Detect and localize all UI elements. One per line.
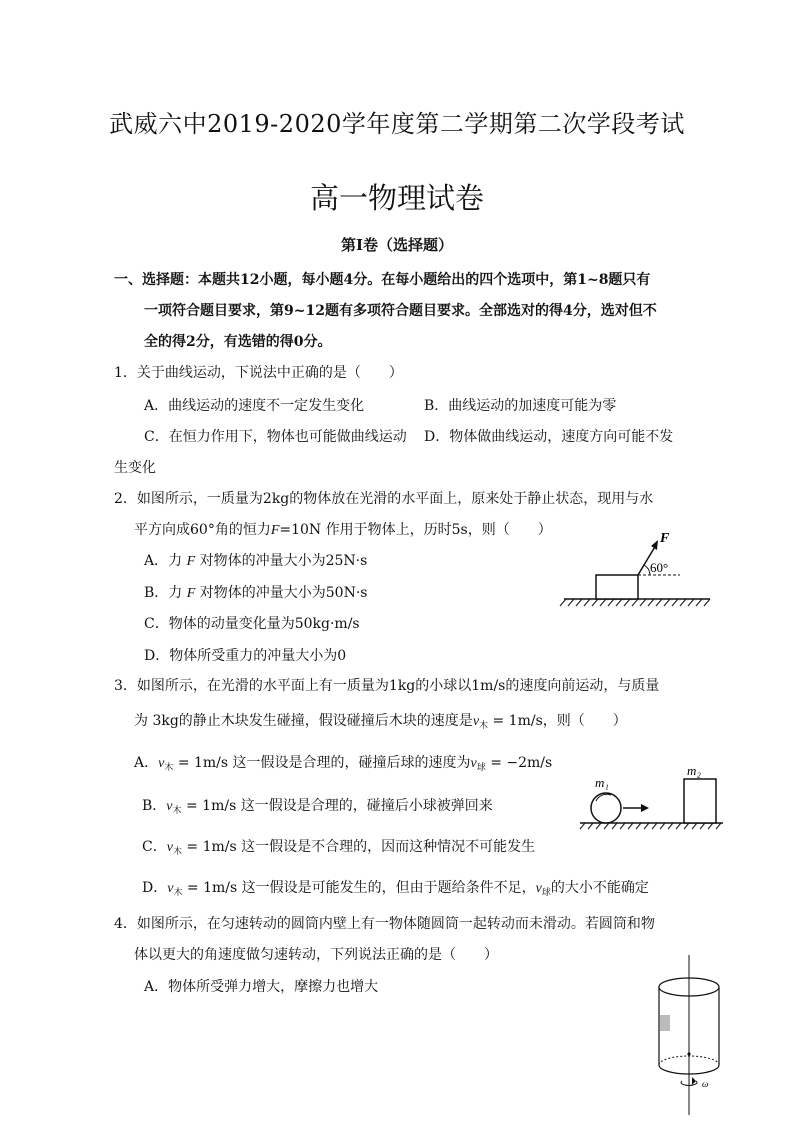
- section-instructions-line2: 一项符合题目要求，第9~12题有多项符合题目要求。全部选对的得4分，选对但不: [144, 303, 657, 319]
- q1-option-d-cont: 生变化: [114, 460, 156, 476]
- q4-object: [660, 1015, 670, 1031]
- q3-ball: [591, 793, 621, 823]
- q3-stem-line1: 3．如图所示，在光滑的水平面上有一质量为1kg的小球以1m/s的速度向前运动，与质量: [114, 678, 660, 694]
- q3-block: [684, 779, 716, 823]
- section-instructions-line3: 全的得2分，有选错的得0分。: [144, 334, 332, 350]
- q3-stem-line2: 为 3kg的静止木块发生碰撞，假设碰撞后木块的速度是$v_木 = 1m/s$，则（ ）: [134, 713, 627, 731]
- q2-figure: [560, 528, 715, 608]
- q2-stem-line2: 平方向成60°角的恒力F=10N 作用于物体上，历时5s，则（ ）: [134, 522, 552, 538]
- q2-block: [596, 575, 638, 599]
- q3-option-d: D．$v_木 = 1m/s$ 这一假设是可能发生的，但由于题给条件不足，$v_球$的大小不能确定: [142, 880, 649, 898]
- q1-option-d: D．物体做曲线运动，速度方向可能不发: [424, 429, 674, 445]
- q3-m1-label: m₁: [595, 775, 609, 790]
- q4-omega-label: ω: [702, 1079, 709, 1089]
- q2-option-d: D．物体所受重力的冲量大小为0: [144, 648, 347, 664]
- q1-option-a: A．曲线运动的速度不一定发生变化: [144, 398, 365, 414]
- q4-figure: [640, 955, 740, 1120]
- q4-stem-line2: 体以更大的角速度做匀速转动，下列说法正确的是（ ）: [134, 947, 498, 963]
- exam-title: 武威六中2019-2020学年度第二学期第二次学段考试: [109, 110, 685, 138]
- q1-stem: 1．关于曲线运动，下说法中正确的是（ ）: [114, 365, 403, 381]
- q1-option-b: B．曲线运动的加速度可能为零: [424, 398, 617, 414]
- subject-title: 高一物理试卷: [309, 181, 484, 215]
- q3-option-a: A．$v_木 = 1m/s$ 这一假设是合理的，碰撞后球的速度为$v_球 = -2m/s$: [134, 755, 553, 773]
- section-instructions-line1: 一、选择题：本题共12小题，每小题4分。在每小题给出的四个选项中，第1~8题只有: [114, 272, 651, 288]
- q4-stem-line1: 4．如图所示，在匀速转动的圆筒内壁上有一物体随圆筒一起转动而未滑动。若圆筒和物: [114, 916, 655, 932]
- q2-option-a: A．力 F 对物体的冲量大小为25N·s: [144, 553, 368, 569]
- q2-stem-line1: 2．如图所示，一质量为2kg的物体放在光滑的水平面上，原来处于静止状态，现用与水: [114, 491, 654, 507]
- q2-option-c: C．物体的动量变化量为50kg·m/s: [144, 616, 360, 632]
- q3-m2-label: m₂: [687, 763, 701, 778]
- q4-option-a: A．物体所受弹力增大，摩擦力也增大: [144, 979, 379, 995]
- q2-angle-label: 60°: [650, 560, 669, 575]
- q3-option-c: C．$v_木 = 1m/s$ 这一假设是不合理的，因而这种情况不可能发生: [142, 839, 536, 857]
- q2-force-label: F: [660, 531, 670, 546]
- volume-title: 第Ⅰ卷（选择题）: [340, 236, 454, 254]
- q3-option-b: B．$v_木 = 1m/s$ 这一假设是合理的，碰撞后小球被弹回来: [142, 798, 493, 816]
- q3-figure: [575, 765, 725, 830]
- q1-option-c: C．在恒力作用下，物体也可能做曲线运动: [144, 429, 407, 445]
- q2-option-b: B．力 F 对物体的冲量大小为50N·s: [144, 585, 368, 601]
